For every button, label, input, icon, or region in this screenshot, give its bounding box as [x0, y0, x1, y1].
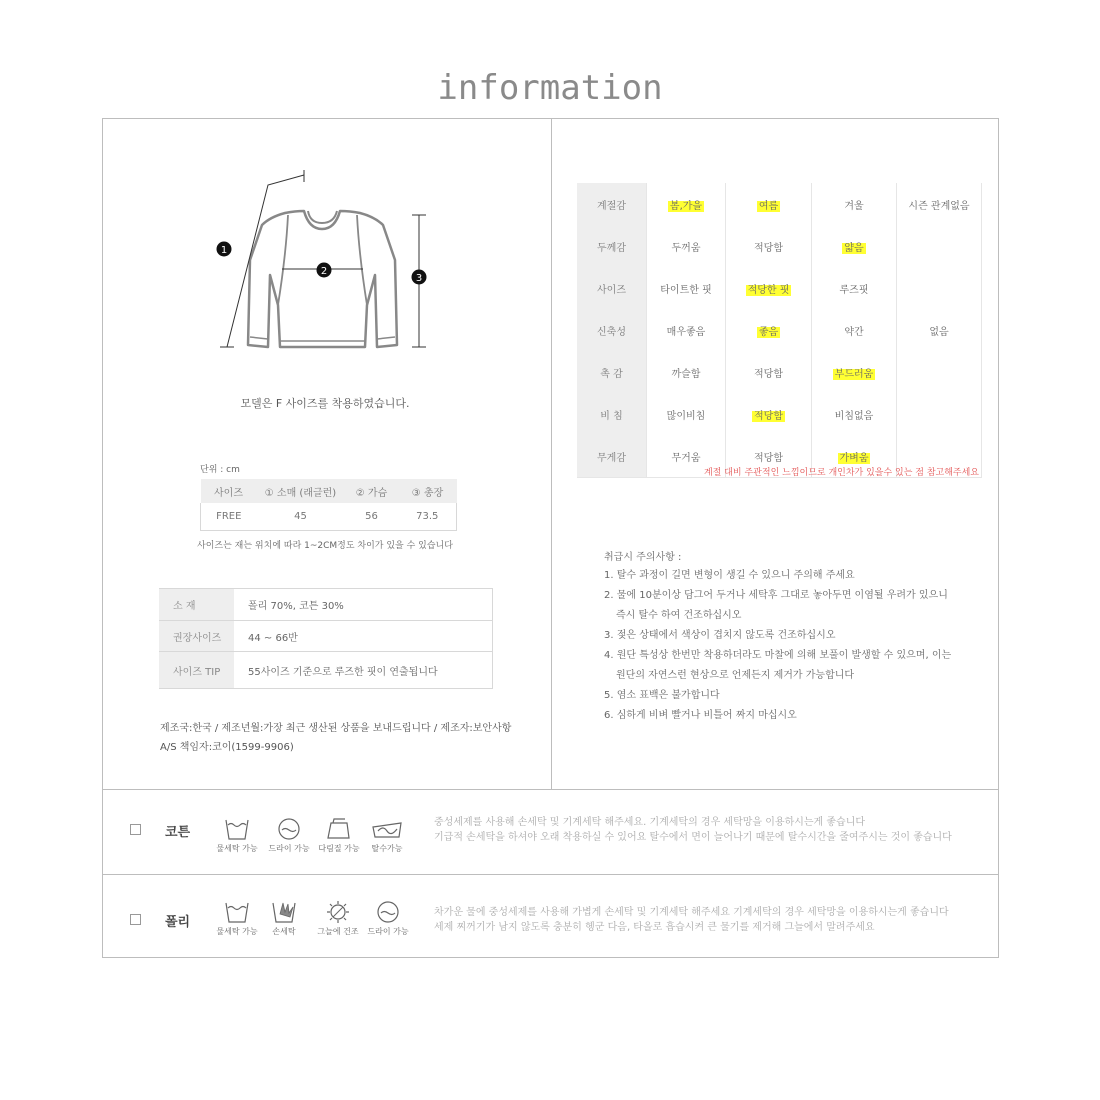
spec-value: 55사이즈 기준으로 루즈한 핏이 연출됩니다 [234, 652, 493, 689]
fabric-description [434, 905, 949, 935]
feel-cell-selected: 가벼움 [839, 452, 869, 464]
feel-cell-text: 시즌 관계없음 [908, 200, 970, 212]
spec-key: 권장사이즈 [159, 621, 234, 652]
feel-key: 사이즈 [577, 267, 647, 309]
feel-cell [897, 309, 982, 351]
feel-key: 신축성 [577, 309, 647, 351]
feel-cell-text: 없음 [929, 326, 949, 338]
fabric-desc-line: 차가운 물에 중성세제를 사용해 가볍게 손세탁 및 기계세탁 해주세요 기계세탁의 경우 세탁망을 이용하시는게 좋습니다 [434, 907, 949, 918]
icon-label: 손세탁 [272, 927, 296, 936]
feel-cell-selected: 적당함 [754, 410, 783, 422]
table-row [577, 183, 982, 225]
feel-cell [897, 267, 982, 309]
care-title: 취급시 주의사항 : [604, 552, 682, 563]
unit-label: 단위 : cm [200, 465, 240, 475]
feel-cell [726, 351, 812, 393]
maker-line: 제조국:한국 / 제조년월:가장 최근 생산된 상품을 보내드립니다 / 제조자:보안사항 [160, 723, 512, 734]
icon-label: 드라이 가능 [268, 844, 310, 853]
feel-cell [726, 183, 812, 225]
model-note: 모델은 F 사이즈를 착용하였습니다. [240, 397, 410, 410]
shade-dry-icon [312, 900, 364, 937]
care-item: 5. 염소 표백은 불가합니다 [604, 690, 720, 701]
table-row [577, 309, 982, 351]
hand-wash-icon [264, 900, 304, 937]
feel-cell-text: 겨울 [844, 200, 864, 212]
iron-icon [314, 817, 364, 854]
fabric-desc-line: 세제 찌꺼기가 남지 않도록 충분히 헹군 다음, 타올로 흡습시켜 큰 물기를 제거해 그늘에서 말려주세요 [434, 922, 875, 933]
table-row [159, 589, 493, 621]
feel-cell [647, 225, 726, 267]
feel-cell-text: 타이트한 핏 [660, 284, 712, 296]
table-row [577, 393, 982, 435]
feel-cell-selected: 적당한 핏 [747, 284, 790, 296]
feel-cell-selected: 부드러움 [834, 368, 874, 380]
fabric-name: 폴리 [165, 915, 191, 930]
care-item: 2. 물에 10분이상 담그어 두거나 세탁후 그대로 놓아두면 이염될 우려가 있으니 [604, 590, 948, 601]
feel-cell-text: 비침없음 [834, 410, 874, 422]
marker-3 [412, 270, 427, 285]
icon-label: 그늘에 건조 [317, 927, 359, 936]
wash-tub-icon [212, 817, 262, 854]
size-header-length: ③ 총장 [399, 479, 457, 503]
icon-label: 물세탁 가능 [216, 927, 258, 936]
cotton-checkbox[interactable] [130, 824, 141, 835]
feel-cell-selected: 여름 [758, 200, 779, 212]
feel-cell [897, 351, 982, 393]
care-list [604, 566, 951, 726]
table-row [577, 225, 982, 267]
size-header-chest: ② 가슴 [345, 479, 399, 503]
feel-cell [726, 225, 812, 267]
icon-label: 탈수가능 [371, 844, 403, 853]
size-table [200, 479, 457, 531]
table-row [577, 351, 982, 393]
poly-checkbox[interactable] [130, 914, 141, 925]
size-table-header [201, 479, 457, 503]
feel-cell [647, 393, 726, 435]
feel-cell-selected: 얇음 [844, 242, 864, 254]
feel-cell-text: 약간 [844, 326, 864, 338]
marker-2 [317, 263, 332, 278]
marker-1 [217, 242, 232, 257]
fabric-desc-line: 기급적 손세탁을 하셔야 오래 착용하실 수 있어요 탈수에서 면이 늘어나기 때문에 탈수시간을 줄여주시는 것이 좋습니다 [434, 832, 952, 843]
size-cell: 45 [257, 503, 345, 531]
care-item: 6. 심하게 비벼 빨거나 비틀어 짜지 마십시오 [604, 710, 797, 721]
feel-note: 계절 대비 주관적인 느낌이므로 개인차가 있을수 있는 점 참고해주세요 [703, 468, 979, 478]
feel-cell [812, 393, 897, 435]
feel-cell-text: 무거움 [671, 452, 701, 464]
size-header-sleeve: ① 소매 (래글런) [257, 479, 345, 503]
feel-cell [726, 267, 812, 309]
feel-cell [897, 393, 982, 435]
icon-label: 다림질 가능 [318, 844, 360, 853]
care-item: 원단의 자연스런 현상으로 언제든지 제거가 가능합니다 [616, 670, 855, 681]
care-item: 1. 탈수 과정이 길면 변형이 생길 수 있으니 주의해 주세요 [604, 570, 855, 581]
feel-cell-text: 적당함 [754, 242, 783, 254]
feel-cell [812, 183, 897, 225]
table-row [201, 503, 457, 531]
feel-key: 무게감 [577, 435, 647, 478]
feel-cell [647, 351, 726, 393]
fabric-row-poly [102, 875, 999, 960]
spec-value: 폴리 70%, 코튼 30% [234, 589, 493, 621]
feel-cell-selected: 좋음 [758, 326, 779, 338]
dry-clean-icon [364, 900, 412, 937]
spec-key: 사이즈 TIP [159, 652, 234, 689]
sleeve-measure-line [227, 175, 304, 347]
size-cell: FREE [201, 503, 257, 531]
feel-cell-text: 루즈핏 [839, 284, 869, 296]
svg-text:2: 2 [320, 266, 328, 277]
care-item: 즉시 탈수 하여 건조하십시오 [616, 610, 742, 621]
icon-label: 드라이 가능 [367, 927, 409, 936]
fabric-description [434, 815, 952, 845]
fabric-row-cotton [102, 790, 999, 875]
feel-cell-text: 두꺼움 [671, 242, 701, 254]
icon-label: 물세탁 가능 [216, 844, 258, 853]
feel-cell [647, 309, 726, 351]
dry-clean-icon [264, 817, 314, 854]
fabric-name: 코튼 [165, 825, 191, 840]
spec-value: 44 ~ 66반 [234, 621, 493, 652]
feel-key: 계절감 [577, 183, 647, 225]
feel-cell-selected: 봄,가을 [669, 200, 703, 212]
feel-cell-text: 적당함 [754, 452, 783, 464]
feel-cell [726, 309, 812, 351]
page-title: information [437, 68, 663, 108]
spec-table [159, 588, 493, 689]
feel-key: 비 침 [577, 393, 647, 435]
feel-cell-text: 많이비침 [666, 410, 706, 422]
feel-key: 두께감 [577, 225, 647, 267]
sweater-diagram [200, 165, 440, 355]
table-row [159, 652, 493, 689]
feel-cell [647, 183, 726, 225]
vertical-divider [551, 118, 552, 789]
as-contact-line: A/S 책임자:코이(1599-9906) [160, 742, 294, 753]
table-row [577, 267, 982, 309]
feel-table [577, 183, 982, 478]
feel-cell [647, 267, 726, 309]
fabric-desc-line: 중성세제를 사용해 손세탁 및 기계세탁 해주세요. 기계세탁의 경우 세탁망을 이용하시는게 좋습니다 [434, 817, 866, 828]
size-cell: 56 [345, 503, 399, 531]
feel-cell [897, 225, 982, 267]
care-item: 3. 젖은 상태에서 색상이 겹치지 않도록 건조하십시오 [604, 630, 836, 641]
table-row [159, 621, 493, 652]
size-header-size: 사이즈 [201, 479, 257, 503]
feel-cell [726, 393, 812, 435]
size-cell: 73.5 [399, 503, 457, 531]
sweater-outline [248, 211, 397, 347]
feel-cell [812, 225, 897, 267]
maker-info [160, 719, 511, 757]
feel-cell [812, 351, 897, 393]
svg-text:3: 3 [415, 273, 423, 284]
size-note: 사이즈는 재는 위치에 따라 1~2CM정도 차이가 있을 수 있습니다 [197, 541, 453, 551]
feel-cell [812, 267, 897, 309]
feel-cell [897, 183, 982, 225]
feel-cell-text: 매우좋음 [666, 326, 706, 338]
feel-cell-text: 까슬함 [671, 368, 701, 380]
spin-dry-icon [364, 817, 410, 854]
feel-cell [812, 309, 897, 351]
care-item: 4. 원단 특성상 한번만 착용하더라도 마찰에 의해 보풀이 발생할 수 있으며, 이는 [604, 650, 952, 661]
feel-cell-text: 적당함 [754, 368, 783, 380]
feel-key: 촉 감 [577, 351, 647, 393]
svg-text:1: 1 [220, 245, 228, 256]
spec-key: 소 재 [159, 589, 234, 621]
wash-tub-icon [212, 900, 262, 937]
